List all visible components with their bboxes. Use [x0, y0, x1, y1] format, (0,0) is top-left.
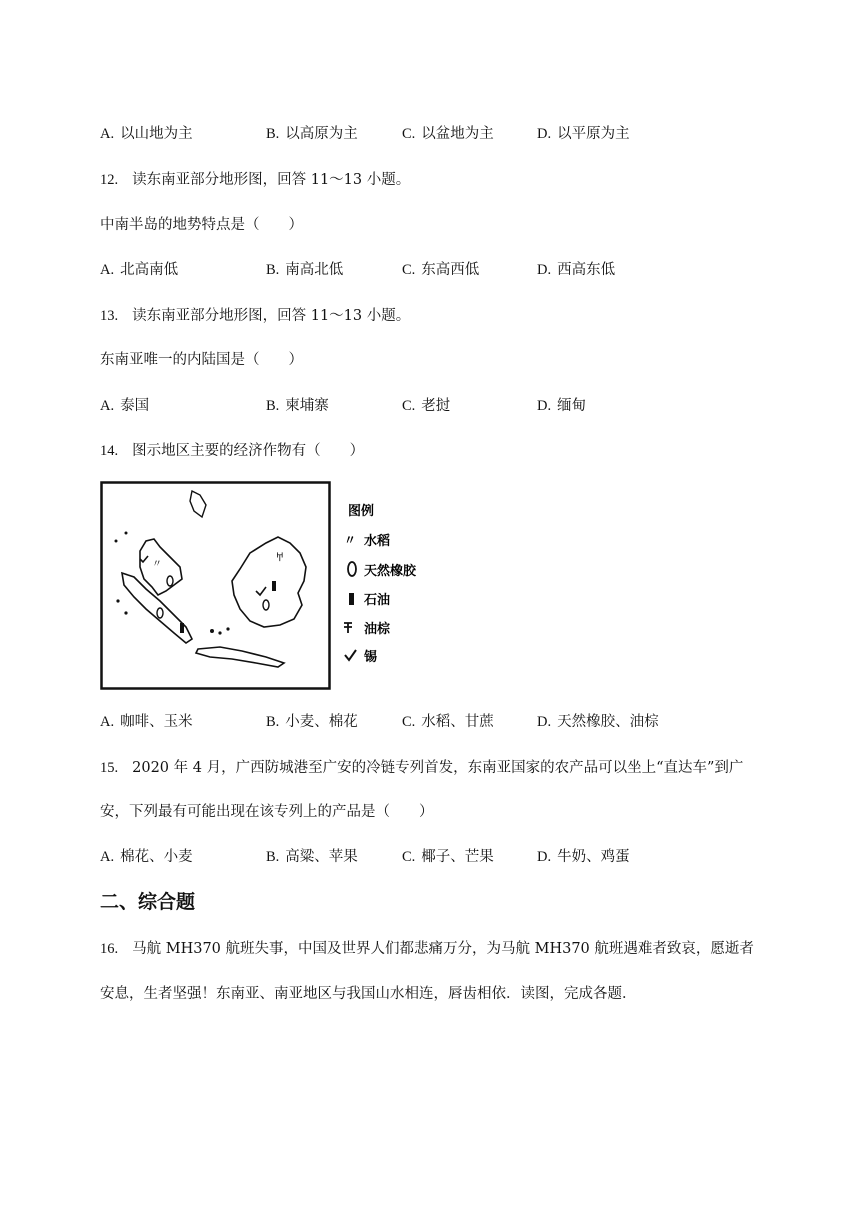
island-dot [125, 532, 128, 535]
q13-option-a: A. 泰国 [100, 398, 150, 414]
q12-option-a: A. 北高南低 [100, 262, 179, 278]
q13-option-c: C. 老挝 [402, 398, 451, 414]
legend-item-rubber [348, 562, 417, 579]
q15-option-d: D. 牛奶、鸡蛋 [537, 849, 630, 865]
q11-option-c: C. 以盆地为主 [402, 126, 494, 142]
legend-item-tin [345, 649, 377, 665]
island-dot [124, 611, 127, 614]
oil-palm-symbol: 𐀀 [276, 551, 284, 564]
oil-symbol [180, 623, 184, 633]
section-title: 二、综合题 [100, 891, 196, 913]
q14-option-c: C. 水稻、甘蔗 [402, 714, 494, 730]
q12-intro: 12. 读东南亚部分地形图，回答 11～13 小题。 [100, 172, 411, 188]
q13-intro: 13. 读东南亚部分地形图，回答 11～13 小题。 [100, 308, 411, 324]
q15-option-b: B. 高粱、苹果 [266, 849, 358, 865]
q16-line2: 安息，生者坚强！东南亚、南亚地区与我国山水相连，唇齿相依．读图，完成各题． [100, 986, 637, 1002]
q11-option-a: A. 以山地为主 [100, 126, 193, 142]
island-dot [210, 629, 214, 633]
q11-option-b: B. 以高原为主 [266, 126, 358, 142]
legend-label-oil: 石油 [364, 593, 391, 608]
q14-option-d: D. 天然橡胶、油棕 [537, 714, 659, 730]
q12-option-d: D. 西高东低 [537, 262, 616, 278]
oil-symbol [272, 581, 276, 591]
q15-line2: 安，下列最有可能出现在该专列上的产品是（ ） [100, 804, 434, 820]
q13-option-b: B. 柬埔寨 [266, 398, 329, 414]
legend-title: 图例 [348, 504, 375, 519]
legend-label-rubber: 天然橡胶 [364, 564, 417, 579]
legend-item-oil [349, 592, 390, 608]
legend-label-oil-palm: 油棕 [364, 622, 391, 637]
island-dot [115, 540, 118, 543]
tin-icon [345, 650, 356, 660]
q12-option-c: C. 东高西低 [402, 262, 480, 278]
q12-option-b: B. 南高北低 [266, 262, 344, 278]
q13-option-d: D. 缅甸 [537, 398, 587, 414]
rice-symbol: 〃 [152, 559, 162, 570]
q15-option-c: C. 椰子、芒果 [402, 849, 494, 865]
rice-icon: 〃 [344, 533, 357, 547]
q14-question: 14. 图示地区主要的经济作物有（ ） [100, 443, 365, 459]
q14-option-a: A. 咖啡、玉米 [100, 714, 193, 730]
q15-option-a: A. 棉花、小麦 [100, 849, 193, 865]
oil-icon [349, 593, 354, 605]
q11-option-d: D. 以平原为主 [537, 126, 630, 142]
island-dot [218, 631, 221, 634]
legend-item-oil-palm [344, 621, 391, 637]
q16-line1: 16. 马航 MH370 航班失事，中国及世界人们都悲痛万分，为马航 MH370 航班遇难者致哀，愿逝者 [100, 941, 754, 957]
island-dot [116, 599, 119, 602]
island-dot [226, 627, 229, 630]
oil-palm-icon [344, 623, 352, 633]
rubber-icon [348, 562, 356, 576]
q12-question: 中南半岛的地势特点是（ ） [100, 217, 303, 233]
legend-label-tin: 锡 [364, 650, 378, 665]
q15-line1: 15. 2020 年 4 月，广西防城港至广安的冷链专列首发，东南亚国家的农产品可以坐上“直达车”到广 [100, 760, 744, 776]
legend-item-rice [344, 533, 390, 549]
legend-label-rice: 水稻 [364, 534, 391, 549]
q13-question: 东南亚唯一的内陆国是（ ） [100, 352, 303, 368]
q14-option-b: B. 小麦、棉花 [266, 714, 358, 730]
southeast-asia-crop-map [100, 481, 446, 691]
